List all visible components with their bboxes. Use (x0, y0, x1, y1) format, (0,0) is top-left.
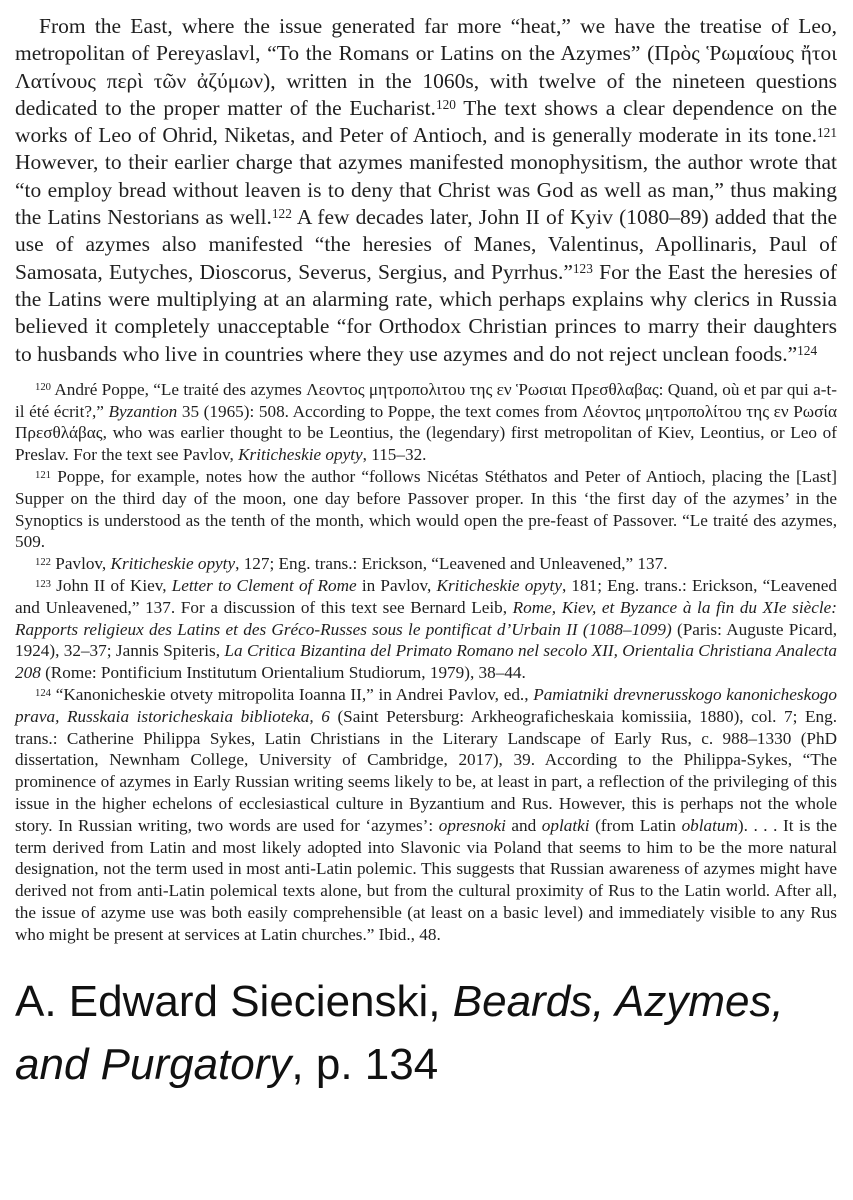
text-run: (Saint Petersburg: Arkheograficheskaia komissiia, 1880), col. 7; Eng. trans.: Catherine Philippa Sykes, Latin Christians in the Literary Landscape of Early Rus, c. 988–1330 (PhD dissertation, Newnham College, University of Cambridge, 2017), 39. According to the Philippa-Sykes, “The prominence of azymes in Early Russian writing seems likely to be, at least in part, a reflection of the privileging of this issue in the higher echelons of ecclesiastical culture in Byzantium and Rus. However, this is perhaps not the whole story. In Russian writing, two words are used for ‘azymes’: (15, 706, 837, 835)
italic-text-run: Rome, Kiev, et Byzance à la fin du XIe siècle: Rapports religieux des Latins et des Gréco-Russes sous le pontificat d’Urbain II (1088–1099) (15, 597, 837, 639)
superscript-footnote-number: 120 (35, 382, 51, 394)
text-run: Pavlov, (50, 554, 111, 574)
text-run: (Rome: Pontificium Institutum Orientalium Studiorum, 1979), 38–44. (40, 663, 526, 683)
text-run: (Paris: Auguste Picard, 1924), 32–37; Jannis Spiteris, (15, 619, 837, 661)
superscript-footnote-number: 120 (435, 97, 456, 113)
superscript-footnote-number: 121 (817, 124, 837, 140)
italic-text-run: Pamiatniki drevnerusskogo kanonicheskogo prava, Russkaia istoricheskaia biblioteka, 6 (15, 685, 837, 726)
footnote-121 (15, 466, 837, 553)
italic-text-run: oplatki (541, 815, 590, 835)
footnote-120 (15, 379, 837, 466)
text-run: A few decades later, John II of Kyiv (1080–89) added that the use of azymes also manifested “the heresies of Manes, Valentinus, Apollinaris, Paul of Samosata, Eutyches, Dioscorus, Severus, Sergius, and Pyrrhus.” (15, 205, 838, 284)
superscript-footnote-number: 123 (572, 261, 593, 277)
text-run: However, to their earlier charge that azymes manifested monophysitism, the author wrote that “to employ bread without leaven is to deny that Christ was God as well as man,” thus making the Latins Nestorians as well. (15, 150, 837, 230)
superscript-footnote-number: 122 (35, 556, 51, 568)
italic-text-run: opresnoki (438, 815, 506, 835)
text-run: (from Latin (589, 815, 682, 835)
text-run: André Poppe, “Le traité des azymes Λεοντος μητροπολιτου της εν Ῥωσιαι Πρεσθλαβας: Quand, où et par qui a-t-il été écrit?,” (15, 379, 837, 421)
italic-text-run: Kriticheskie opyty (238, 445, 363, 465)
italic-text-run: Kriticheskie opyty (110, 554, 236, 574)
book-citation-caption (15, 970, 827, 1096)
text-run: , 127; Eng. trans.: Erickson, “Leavened and Unleavened,” 137. (235, 554, 668, 574)
superscript-footnote-number: 124 (35, 687, 51, 699)
italic-text-run: Letter to Clement of Rome (171, 576, 357, 596)
footnotes-section (15, 379, 837, 946)
text-run: For the East the heresies of the Latins were multiplying at an alarming rate, which perhaps explains why clerics in Russia believed it completely unacceptable “for Orthodox Christian princes to marry their daughters to husbands who live in countries where they use azymes and do not reject unclean foods.” (15, 259, 837, 366)
text-run: Poppe, for example, notes how the author “follows Nicétas Stéthatos and Peter of Antioch, placing the [Last] Supper on the third day of the moon, one day before Passover proper. In this ‘the first day of the azymes’ in the Synoptics is understood as the tenth of the month, which would open the pre-feast of Passover. “Le traité des azymes, 509. (15, 467, 837, 552)
italic-text-run: Kriticheskie opyty (436, 576, 562, 596)
text-run: and (505, 815, 542, 835)
text-run: , 181; Eng. trans.: Erickson, “Leavened and Unleavened,” 137. For a discussion of this text see Bernard Leib, (15, 576, 837, 617)
italic-text-run: oblatum (681, 815, 738, 835)
superscript-footnote-number: 123 (35, 578, 51, 590)
text-run: A. Edward Siecienski, (15, 976, 453, 1026)
text-run: in Pavlov, (356, 576, 437, 596)
italic-text-run: La Critica Bizantina del Primato Romano nel secolo XII, Orientalia Christiana Analecta 208 (15, 641, 837, 683)
superscript-footnote-number: 124 (797, 342, 818, 358)
footnote-124 (15, 684, 837, 946)
footnote-122 (15, 553, 837, 575)
text-run: From the East, where the issue generated far more “heat,” we have the treatise of Leo, metropolitan of Pereyaslavl, “To the Romans or Latins on the Azymes” (Πρὸς Ῥωμαίους ἤτοι Λατίνους περὶ τῶν ἀζύμων), written in the 1060s, with twelve of the nineteen questions dedicated to the proper matter of the Eucharist. (15, 14, 837, 120)
text-run: 35 (1965): 508. According to Poppe, the text comes from Λέοντος μητροπολίτου της εν Ρωσία Πρεσθλάβας, who was earlier thought to be Leontius, the (legendary) first metropolitan of Kiev, Leontius, or Leo of Preslav. For the text see Pavlov, (15, 401, 837, 465)
footnote-123 (15, 575, 837, 684)
italic-text-run: Byzantion (108, 401, 178, 421)
body-paragraph (15, 13, 837, 368)
superscript-footnote-number: 121 (35, 469, 51, 481)
text-run: , 115–32. (362, 445, 427, 465)
text-run: ). . . . It is the term derived from Latin and most likely adopted into Slavonic via Poland that seems to him to be the more natural designation, not the term used in most anti-Latin polemic. This suggests that Russian awareness of azymes might have derived not from anti-Latin polemical texts alone, but from the cultural proximity of Rus to the Latin world. After all, the issue of azyme use was both easily comprehensible (at least on a basic level) and immediately visible to any Rus who might be present at services at Latin churches.” Ibid., 48. (15, 815, 838, 944)
text-run: John II of Kiev, (50, 576, 172, 596)
superscript-footnote-number: 122 (271, 206, 292, 222)
italic-text-run: Beards, Azymes, and Purgatory (15, 976, 784, 1089)
text-run: “Kanonicheskie otvety mitropolita Ioanna II,” in Andrei Pavlov, ed., (50, 685, 534, 705)
text-run: The text shows a clear dependence on the works of Leo of Ohrid, Niketas, and Peter of Antioch, and is generally moderate in its tone. (15, 95, 837, 148)
text-run: , p. 134 (291, 1039, 439, 1089)
